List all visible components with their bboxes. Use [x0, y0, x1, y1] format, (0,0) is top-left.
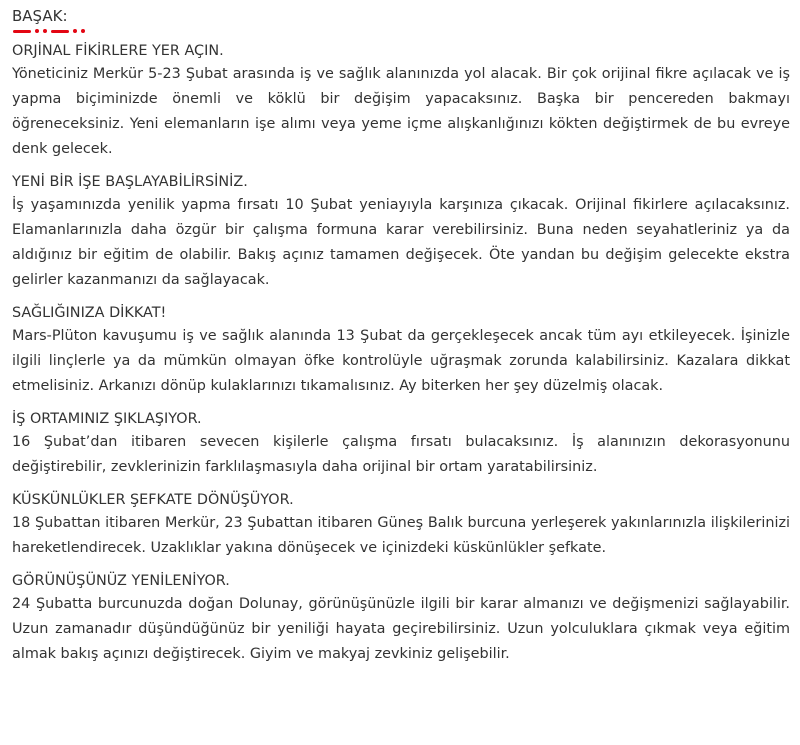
section-body: 16 Şubat’dan itibaren sevecen kişilerle çalışma fırsatı bulacaksınız. İş alanınızın dekorasyonunu değiştirebilir, zevklerinizin farklılaşmasıyla daha orijinal bir ortam yaratabilirsiniz. [12, 434, 790, 475]
section-body: Mars-Plüton kavuşumu iş ve sağlık alanında 13 Şubat da gerçekleşecek ancak tüm ayı etkileyecek. İşinizle ilgili linçlerle ya da mümkün olmayan öfke kontrolüyle uğraşmak zorunda kalabilirsiniz. Kazalara dikkat etmelisiniz. Arkanızı dönüp kulaklarınızı tıkamalısınız. Ay biterken her şey düzelmiş olacak. [12, 328, 790, 394]
section-appearance [12, 570, 790, 667]
underline-dash [13, 30, 31, 33]
underline-dash [51, 30, 69, 33]
underline-dot [35, 29, 39, 33]
section-new-job [12, 171, 790, 293]
title-underline-decoration [13, 27, 790, 35]
section-heading: YENİ BİR İŞE BAŞLAYABİLİRSİNİZ. [12, 174, 248, 190]
section-original-ideas [12, 40, 790, 162]
section-body: 18 Şubattan itibaren Merkür, 23 Şubattan itibaren Güneş Balık burcuna yerleşerek yakınlarınızla ilişkilerinizi hareketlendirecek. Uzaklıklar yakına dönüşecek ve içinizdeki küskünlükler şefkate. [12, 515, 790, 556]
section-heading: SAĞLIĞINIZA DİKKAT! [12, 305, 167, 321]
section-heading: GÖRÜNÜŞÜNÜZ YENİLENİYOR. [12, 573, 230, 589]
section-work-environment [12, 408, 790, 480]
section-body: İş yaşamınızda yenilik yapma fırsatı 10 Şubat yeniayıyla karşınıza çıkacak. Orijinal fikirlere açılacaksınız. Elamanlarınızla daha özgür bir çalışma formuna karar verebilirsiniz. Buna neden seyahatleriniz ya da aldığınız bir eğitim de olabilir. Bakış açınız tamamen değişecek. Öte yandan bu değişim gelecekte ekstra gelirler kazanmanızı da sağlayacak. [12, 197, 790, 288]
section-body: Yöneticiniz Merkür 5-23 Şubat arasında iş ve sağlık alanınızda yol alacak. Bir çok orijinal fikre açılacak ve iş yapma biçiminizde önemli ve köklü bir değişim yapacaksınız. Başka bir pencereden bakmayı öğreneceksiniz. Yeni elemanların işe alımı veya yeme içme alışkanlığınızı kökten değiştirmek de bu evreye denk gelecek. [12, 66, 790, 157]
section-heading: ORJİNAL FİKİRLERE YER AÇIN. [12, 43, 224, 59]
underline-dot [43, 29, 47, 33]
section-heading: KÜSKÜNLÜKLER ŞEFKATE DÖNÜŞÜYOR. [12, 492, 294, 508]
section-body: 24 Şubatta burcunuzda doğan Dolunay, görünüşünüzle ilgili bir karar almanızı ve değişmenizi sağlayabilir. Uzun zamanadır düşündüğünüz bir yeniliği hayata geçirebilirsiniz. Uzun yolculuklara çıkmak veya eğitim almak bakış açınızı değiştirecek. Giyim ve makyaj zevkiniz gelişebilir. [12, 596, 790, 662]
underline-dot [73, 29, 77, 33]
sign-title: BAŞAK: [12, 7, 68, 25]
section-health [12, 302, 790, 399]
section-resentments [12, 489, 790, 561]
underline-dot [81, 29, 85, 33]
section-heading: İŞ ORTAMINIZ ŞIKLAŞIYOR. [12, 411, 202, 427]
